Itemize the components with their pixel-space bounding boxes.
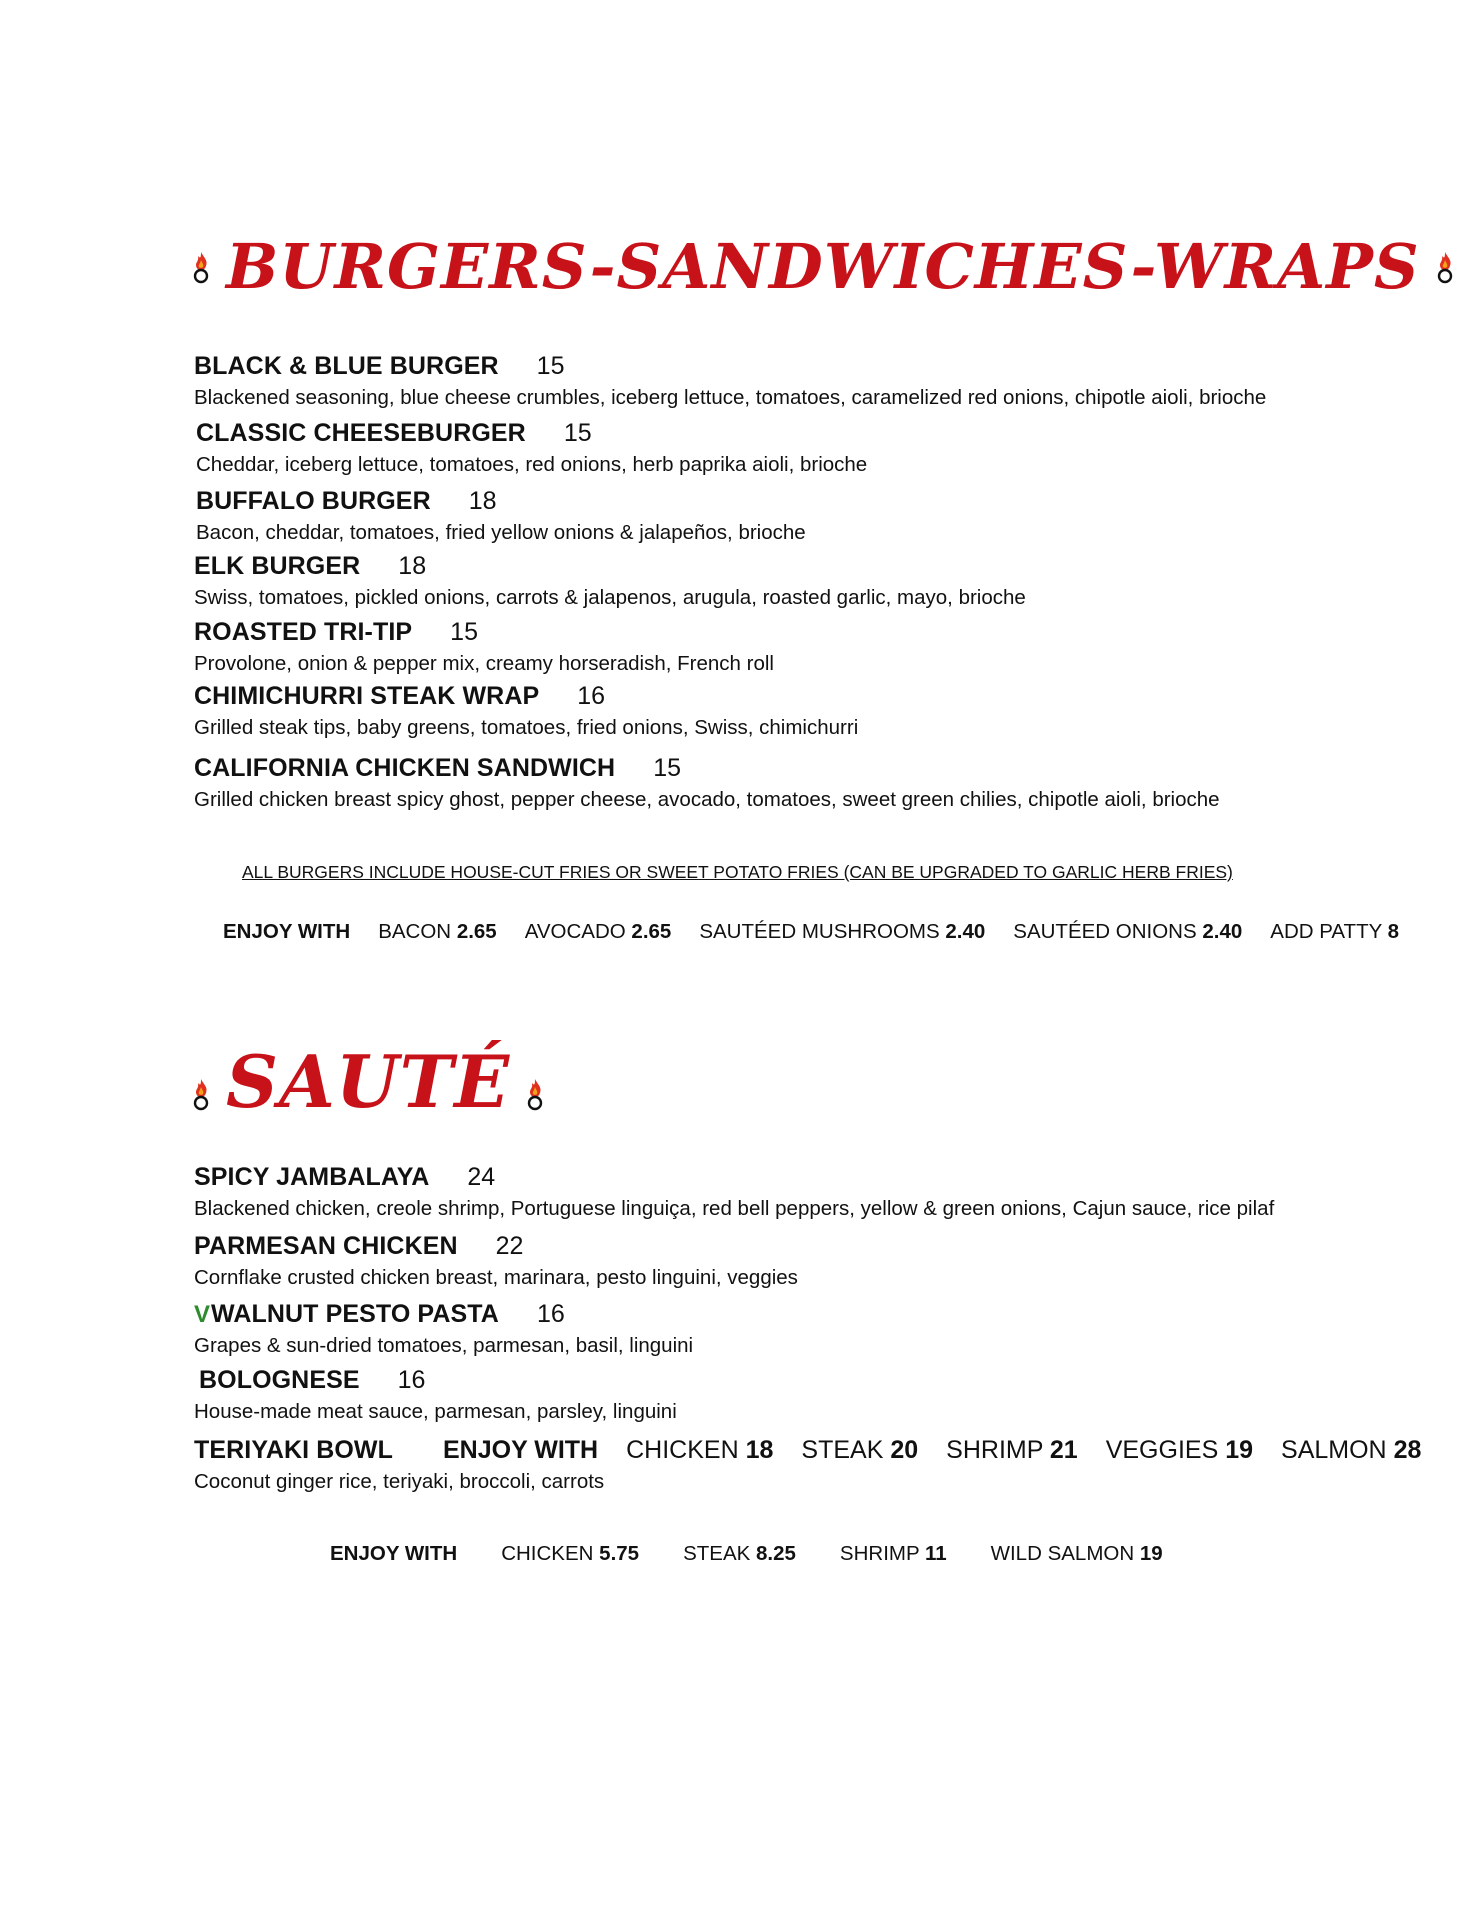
item-price: 15 <box>653 754 682 782</box>
addons-lead: ENJOY WITH <box>223 920 351 943</box>
item-description: Blackened chicken, creole shrimp, Portuguese linguiça, red bell peppers, yellow & green onions, Cajun sauce, rice pilaf <box>194 1197 1275 1220</box>
addon-option: WILD SALMON 19 <box>990 1542 1163 1565</box>
item-price: 16 <box>536 1300 565 1328</box>
menu-item <box>194 1232 798 1290</box>
fries-note: ALL BURGERS INCLUDE HOUSE-CUT FRIES OR SWEET POTATO FRIES (CAN BE UPGRADED TO GARLIC HERB FRIES) <box>242 862 1233 882</box>
item-name: ROASTED TRI-TIP <box>194 618 413 646</box>
menu-item <box>194 552 1026 610</box>
menu-item <box>194 618 774 676</box>
item-description: Grilled steak tips, baby greens, tomatoes, fried onions, Swiss, chimichurri <box>194 716 859 739</box>
flame-icon <box>1434 250 1456 284</box>
item-name: BLACK & BLUE BURGER <box>194 352 499 380</box>
section-heading-saute <box>190 1039 546 1124</box>
menu-item <box>196 419 867 477</box>
addon-option: BACON 2.65 <box>378 920 497 943</box>
menu-item <box>194 1366 677 1424</box>
item-name: TERIYAKI BOWL <box>194 1436 393 1464</box>
item-name: BOLOGNESE <box>199 1366 360 1394</box>
addon-option: SAUTÉED MUSHROOMS 2.40 <box>699 920 986 943</box>
item-description: House-made meat sauce, parmesan, parsley, linguini <box>194 1400 677 1423</box>
item-description: Swiss, tomatoes, pickled onions, carrots & jalapenos, arugula, roasted garlic, mayo, brioche <box>194 586 1026 609</box>
item-price: 24 <box>467 1163 496 1191</box>
addon-option: ADD PATTY 8 <box>1270 920 1400 943</box>
item-description: Provolone, onion & pepper mix, creamy horseradish, French roll <box>194 652 774 675</box>
options-lead: ENJOY WITH <box>443 1436 599 1464</box>
item-price: 15 <box>563 419 592 447</box>
section-title: SAUTÉ <box>226 1039 511 1124</box>
addon-option: SHRIMP 11 <box>839 1542 947 1565</box>
burger-addons <box>223 920 1399 944</box>
teriyaki-options <box>443 1436 1421 1465</box>
item-description: Grapes & sun-dried tomatoes, parmesan, basil, linguini <box>194 1334 694 1357</box>
item-price: 22 <box>495 1232 524 1260</box>
item-name: CALIFORNIA CHICKEN SANDWICH <box>194 754 616 782</box>
addon-option: CHICKEN 5.75 <box>501 1542 640 1565</box>
item-price: 15 <box>536 352 565 380</box>
item-name: SPICY JAMBALAYA <box>194 1163 430 1191</box>
teriyaki-option: SHRIMP 21 <box>946 1436 1078 1464</box>
vegetarian-icon: V <box>194 1301 211 1328</box>
addons-lead: ENJOY WITH <box>330 1542 458 1565</box>
flame-icon <box>524 1077 546 1111</box>
menu-item <box>194 1163 1274 1221</box>
flame-icon <box>190 1077 212 1111</box>
teriyaki-option: SALMON 28 <box>1281 1436 1422 1464</box>
addon-option: STEAK 8.25 <box>683 1542 796 1565</box>
menu-item <box>196 487 806 545</box>
item-description: Cornflake crusted chicken breast, marinara, pesto linguini, veggies <box>194 1266 798 1289</box>
addon-option: AVOCADO 2.65 <box>524 920 672 943</box>
item-name: CHIMICHURRI STEAK WRAP <box>194 682 540 710</box>
item-price: 15 <box>450 618 478 646</box>
saute-addons <box>330 1542 1163 1566</box>
item-description: Grilled chicken breast spicy ghost, pepper cheese, avocado, tomatoes, sweet green chilies, chipotle aioli, brioche <box>194 788 1220 811</box>
teriyaki-option: VEGGIES 19 <box>1105 1436 1254 1464</box>
menu-item <box>194 754 1220 812</box>
item-name: ELK BURGER <box>194 552 361 580</box>
item-description: Bacon, cheddar, tomatoes, fried yellow onions & jalapeños, brioche <box>196 521 806 544</box>
menu-item <box>194 352 1266 410</box>
item-name: CLASSIC CHEESEBURGER <box>196 419 526 447</box>
menu-item <box>194 682 858 740</box>
flame-icon <box>190 250 212 284</box>
menu-item-teriyaki <box>194 1436 1421 1494</box>
section-heading-burgers <box>190 230 1456 303</box>
item-description: Coconut ginger rice, teriyaki, broccoli, carrots <box>194 1470 605 1493</box>
item-description: Cheddar, iceberg lettuce, tomatoes, red onions, herb paprika aioli, brioche <box>196 453 868 476</box>
item-price: 18 <box>398 552 427 580</box>
section-title: BURGERS-SANDWICHES-WRAPS <box>226 230 1420 303</box>
menu-item <box>194 1300 693 1358</box>
teriyaki-option: STEAK 20 <box>801 1436 919 1464</box>
item-name: WALNUT PESTO PASTA <box>211 1300 499 1328</box>
item-name: PARMESAN CHICKEN <box>194 1232 458 1260</box>
addon-option: SAUTÉED ONIONS 2.40 <box>1013 920 1243 943</box>
item-price: 16 <box>577 682 606 710</box>
item-price: 18 <box>468 487 497 515</box>
item-price: 16 <box>397 1366 426 1394</box>
item-description: Blackened seasoning, blue cheese crumbles, iceberg lettuce, tomatoes, caramelized red onions, chipotle aioli, brioche <box>194 386 1267 409</box>
teriyaki-option: CHICKEN 18 <box>626 1436 774 1464</box>
item-name: BUFFALO BURGER <box>196 487 431 515</box>
